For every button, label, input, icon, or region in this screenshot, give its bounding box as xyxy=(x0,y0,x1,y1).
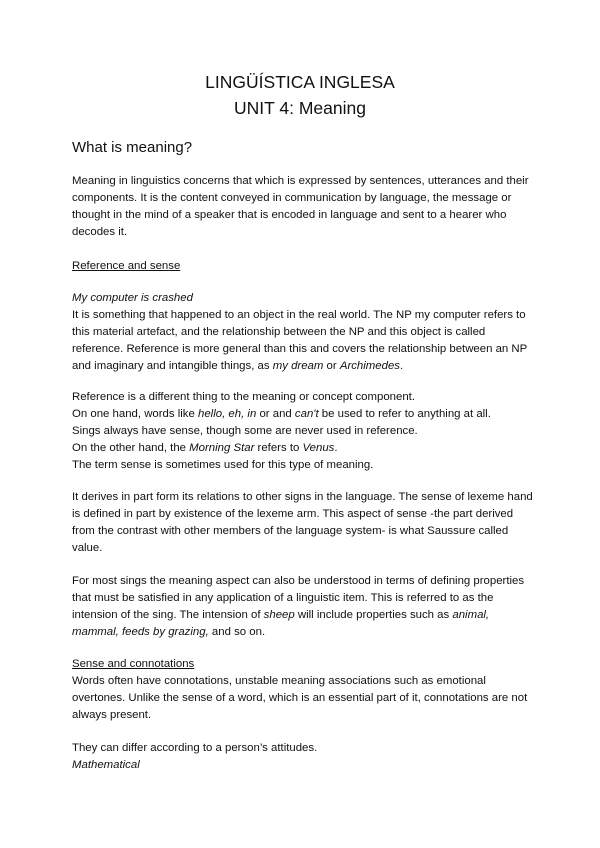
connotations-paragraph: Words often have connotations, unstable meaning associations such as emotional overtones. Unlike the sense of a word, which is an essential part of it, connotations are not always present. xyxy=(72,675,528,722)
example-sentence: My computer is crashed xyxy=(72,292,193,304)
sense-line-5: The term sense is sometimes used for this type of meaning. xyxy=(72,459,374,472)
sense-italic-venus: Venus xyxy=(302,442,335,455)
intension-italic-sheep: sheep xyxy=(263,609,295,622)
intension-italic-properties: animal, mammal, feeds by grazing, xyxy=(72,609,490,639)
intension-text: For most sings the meaning aspect can also be understood in terms of defining properties that must be satisfied in any application of a linguistic item. This is referred to as the intension of the sing. The intension of xyxy=(72,575,525,622)
sense-line-2-text-or: or and xyxy=(256,408,295,421)
sense-line-4 xyxy=(72,440,534,457)
sense-line-2-text-end: be used to refer to anything at all. xyxy=(318,408,491,421)
reference-italic-my-dream: my dream xyxy=(272,360,324,373)
reference-text-or: or xyxy=(323,360,340,373)
sense-line-2-text: On one hand, words like xyxy=(72,408,199,421)
intension-text-mid: will include properties such as xyxy=(294,609,453,622)
heading-sense-and-connotations: Sense and connotations xyxy=(72,658,195,670)
sense-line-1: Reference is a different thing to the meaning or concept component. xyxy=(72,391,415,403)
heading-reference-and-sense: Reference and sense xyxy=(72,260,181,272)
sense-line-4-text-refers: refers to xyxy=(254,442,303,455)
sense-italic-morning-star: Morning Star xyxy=(189,442,255,455)
sense-line-4-text-end: . xyxy=(334,442,338,455)
attitudes-line: They can differ according to a person’s attitudes. xyxy=(72,742,318,754)
intension-paragraph xyxy=(72,573,534,641)
sense-line-4-text: On the other hand, the xyxy=(72,442,190,455)
intension-text-end: and so on. xyxy=(208,626,266,639)
sense-line-2 xyxy=(72,406,534,423)
sense-paragraph xyxy=(72,389,534,474)
unit-title: UNIT 4: Meaning xyxy=(234,98,366,118)
reference-paragraph xyxy=(72,307,534,375)
value-paragraph: It derives in part form its relations to other signs in the language. The sense of lexeme hand is defined in part by existence of the lexeme arm. This aspect of sense -the part derived from the contrast with other members of the language system- is what Saussure called value. xyxy=(72,491,533,555)
reference-text: It is something that happened to an object in the real world. The NP my computer refers to this material artefact, and the relationship between the NP and this object is called reference. Reference is more general than this and covers the relationship between an NP and imaginary and intangible things, as xyxy=(72,309,528,373)
section-question: What is meaning? xyxy=(72,139,193,156)
sense-italic-cant: can't xyxy=(294,408,319,421)
sense-line-3: Sings always have sense, though some are never used in reference. xyxy=(72,425,418,438)
reference-italic-archimedes: Archimedes xyxy=(339,360,400,373)
example-word: Mathematical xyxy=(72,759,140,771)
document-title: LINGÜÍSTICA INGLESA xyxy=(205,72,395,92)
reference-text-end: . xyxy=(399,360,404,373)
sense-italic-examples: hello, eh, in xyxy=(198,408,257,421)
intro-paragraph: Meaning in linguistics concerns that which is expressed by sentences, utterances and their components. It is the content conveyed in communication by language, the message or thought in the mind of a speaker that is encoded in language and sent to a hearer who decodes it. xyxy=(72,175,529,239)
